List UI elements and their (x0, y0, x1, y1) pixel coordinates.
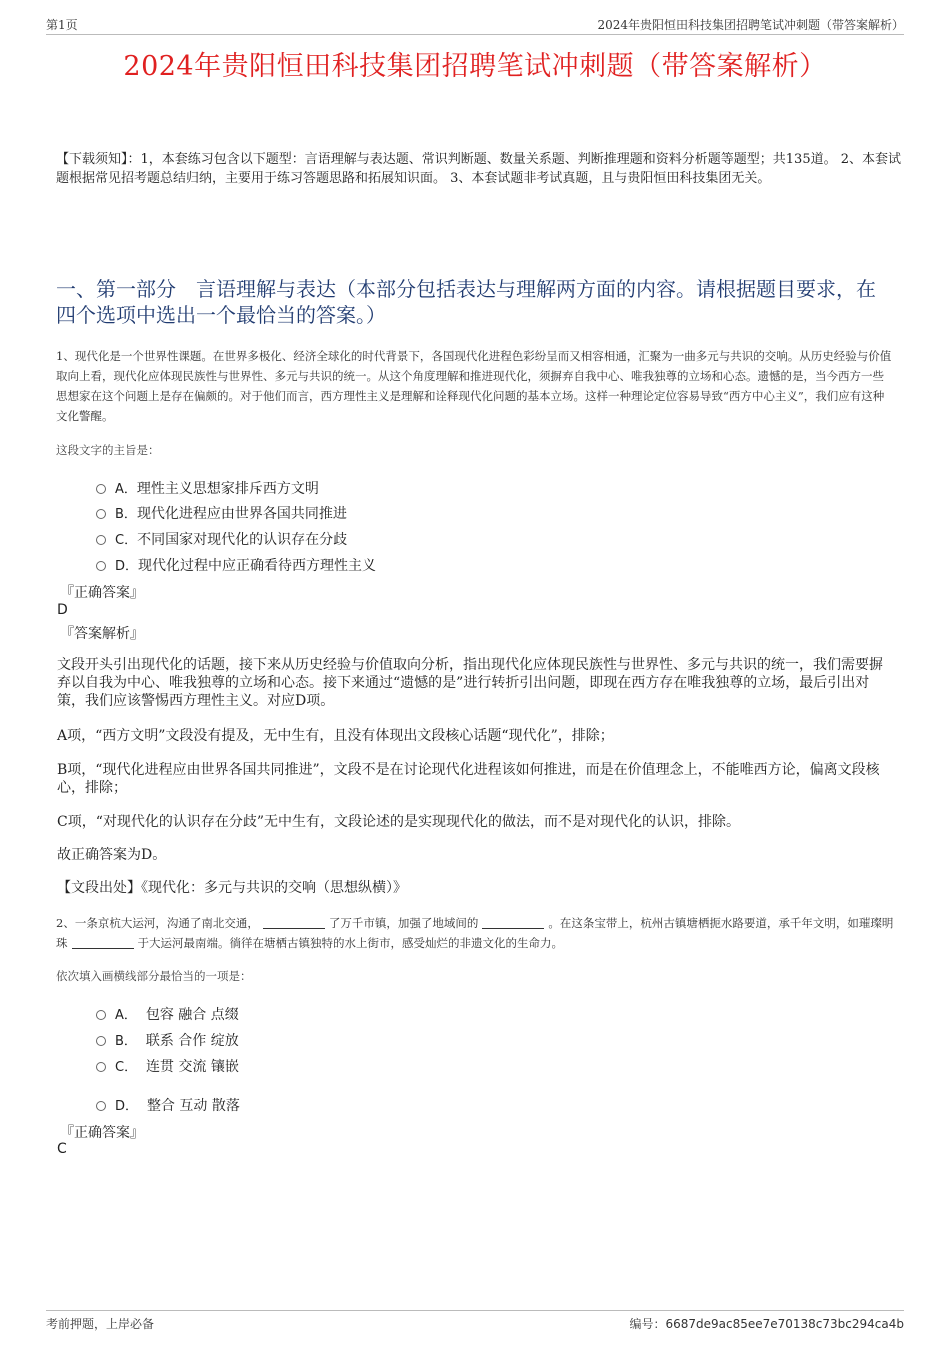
radio-icon[interactable] (96, 1062, 106, 1072)
question-2-option-d[interactable]: D ． 整合 互动 散落 (96, 1095, 240, 1115)
analysis-paragraph: A项，“西方文明”文段没有提及，无中生有，且没有体现出文段核心话题“现代化”，排除； (57, 728, 614, 744)
question-2-option-b[interactable]: B ． 联系 合作 绽放 (96, 1030, 239, 1050)
radio-icon[interactable] (96, 1101, 106, 1111)
page-footer (46, 1310, 904, 1331)
question-2-answer-label: 『正确答案』 (60, 1125, 144, 1141)
option-text: 包容 融合 点缀 (145, 1007, 239, 1023)
analysis-paragraph: 文段开头引出现代化的话题，接下来从历史经验与价值取向分析，指出现代化应体现民族性与世界性、多元与共识的统一，我们需要摒弃以自我为中心、唯我独尊的立场和心态。接下来通过“遗憾的是”进行转折引出问题，即现在西方存在唯我独尊的立场，最后引出对策，我们应该警惕西方理性主义。对应D项。 (57, 657, 883, 709)
question-2-option-a[interactable]: A ． 包容 融合 点缀 (96, 1004, 239, 1024)
question-1-option-a[interactable]: A ． 理性主义思想家排斥西方文明 (96, 478, 319, 498)
footer-slogan: 考前押题，上岸必备 (46, 1317, 155, 1331)
question-1-option-c[interactable]: C ． 不同国家对现代化的认识存在分歧 (96, 529, 347, 549)
question-1-option-d[interactable]: D ． 现代化过程中应正确看待西方理性主义 (96, 555, 376, 575)
radio-icon[interactable] (96, 561, 106, 571)
analysis-paragraph: B项，“现代化进程应由世界各国共同推进”，文段不是在讨论现代化进程该如何推进，而是在价值理念上，不能唯西方论，偏离文段核心，排除； (57, 762, 880, 796)
option-text: 整合 互动 散落 (146, 1098, 240, 1114)
radio-icon[interactable] (96, 484, 106, 494)
question-1-ask: 这段文字的主旨是： (56, 443, 160, 457)
fill-blank (72, 936, 134, 949)
question-2-option-c[interactable]: C ． 连贯 交流 镶嵌 (96, 1056, 239, 1076)
page-number: 第1页 (46, 18, 78, 32)
option-text: 现代化过程中应正确看待西方理性主义 (138, 558, 377, 574)
section-heading: 一、第一部分 言语理解与表达（本部分包括表达与理解两方面的内容。请根据题目要求，在四个选项中选出一个最恰当的答案。） (56, 277, 876, 327)
question-2-stem: 2、一条京杭大运河，沟通了南北交通， 了万千市镇，加强了地域间的 。在这条宝带上，杭州古镇塘栖扼水路要道，承千年文明，如璀璨明珠 于大运河最南端。徜徉在塘栖古镇独特的水上街市，感受灿烂的非遗文化的生命力。 (56, 916, 894, 950)
radio-icon[interactable] (96, 1010, 106, 1020)
option-text: 现代化进程应由世界各国共同推进 (136, 506, 347, 522)
text-source: 【文段出处】《现代化：多元与共识的交响（思想纵横）》 (57, 880, 407, 896)
header-doc-name: 2024年贵阳恒田科技集团招聘笔试冲刺题（带答案解析） (597, 18, 904, 32)
radio-icon[interactable] (96, 535, 106, 545)
question-1-answer: D (57, 602, 68, 618)
analysis-paragraph: 故正确答案为D。 (57, 847, 167, 863)
download-notice: 【下载须知】：1，本套练习包含以下题型：言语理解与表达题、常识判断题、数量关系题、判断推理题和资料分析题等题型；共135道。 2、本套试题根据常见招考题总结归纳，主要用于练习答题思路和拓展知识面。 3、本套试题非考试真题，且与贵阳恒田科技集团无关。 (56, 152, 901, 186)
question-1-stem: 1、现代化是一个世界性课题。在世界多极化、经济全球化的时代背景下，各国现代化进程色彩纷呈而又相容相通，汇聚为一曲多元与共识的交响。从历史经验与价值取向上看，现代化应体现民族性与世界性、多元与共识的统一。从这个角度理解和推进现代化，须摒弃自我中心、唯我独尊的立场和心态。遗憾的是，当今西方一些思想家在这个问题上是存在偏颇的。对于他们而言，西方理性主义是理解和诠释现代化问题的基本立场。这样一种理论定位容易导致“西方中心主义”，我们应有这种文化警醒。 (56, 349, 892, 423)
option-text: 连贯 交流 镶嵌 (146, 1059, 239, 1075)
option-text: 理性主义思想家排斥西方文明 (136, 481, 319, 497)
radio-icon[interactable] (96, 1036, 106, 1046)
question-1-analysis-label: 『答案解析』 (60, 626, 144, 642)
question-1-answer-label: 『正确答案』 (60, 585, 144, 601)
question-1-option-b[interactable]: B ． 现代化进程应由世界各国共同推进 (96, 503, 347, 523)
option-text: 不同国家对现代化的认识存在分歧 (137, 532, 348, 548)
fill-blank (482, 916, 544, 929)
document-title: 2024年贵阳恒田科技集团招聘笔试冲刺题（带答案解析） (123, 51, 827, 82)
fill-blank (263, 916, 325, 929)
footer-doc-id: 编号：6687de9ac85ee7e70138c73bc294ca4b (629, 1317, 904, 1331)
radio-icon[interactable] (96, 509, 106, 519)
question-2-ask: 依次填入画横线部分最恰当的一项是： (56, 969, 252, 983)
question-2-answer: C (57, 1141, 67, 1157)
analysis-paragraph: C项，“对现代化的认识存在分歧”无中生有，文段论述的是实现现代化的做法，而不是对现代化的认识，排除。 (57, 814, 741, 830)
page-header (46, 14, 904, 35)
option-text: 联系 合作 绽放 (145, 1033, 239, 1049)
